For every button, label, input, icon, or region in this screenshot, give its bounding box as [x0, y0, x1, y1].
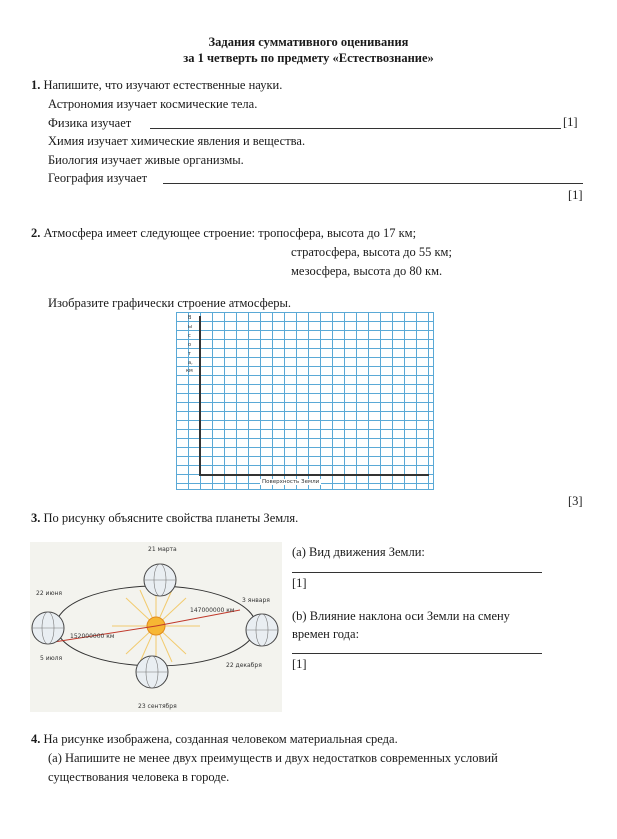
label-july: 5 июля	[40, 655, 63, 662]
task1-physics-label: Физика изучает	[48, 116, 132, 130]
atmosphere-graph-grid[interactable]	[176, 312, 434, 490]
y-axis-letter: т	[188, 351, 191, 357]
task4-qa-line1: (a) Напишите не менее двух преимуществ и двух недостатков современных условий	[48, 751, 498, 765]
task3-qb-line2: времен года:	[292, 627, 360, 641]
title-line-1: Задания суммативного оценивания	[208, 35, 409, 49]
task1-question	[31, 78, 282, 93]
task2-question	[31, 226, 416, 241]
x-axis-label: Поверхность Земли	[262, 479, 320, 485]
task3-prompt: По рисунку объясните свойства планеты Земля.	[43, 511, 299, 525]
earth-orbit-figure	[30, 542, 282, 712]
task1-physics-answer-line[interactable]	[150, 128, 561, 129]
task1-biology: Биология изучает живые организмы.	[48, 153, 244, 167]
task1-geography-label: География изучает	[48, 171, 148, 185]
y-axis-letter: В	[188, 315, 192, 321]
task3-number: 3.	[31, 511, 41, 525]
task4-qa-line2: существования человека в городе.	[48, 770, 230, 784]
task2-stratosphere: стратосфера, высота до 55 км;	[291, 245, 452, 259]
task2-mesosphere: мезосфера, высота до 80 км.	[291, 264, 443, 278]
label-distance-near: 147000000 км	[190, 607, 235, 614]
task3-qb-mark: [1]	[292, 657, 307, 671]
x-axis	[199, 474, 429, 476]
task1-chemistry: Химия изучает химические явления и вещества.	[48, 134, 306, 148]
task3-qa-mark: [1]	[292, 576, 307, 590]
task1-astronomy: Астрономия изучает космические тела.	[48, 97, 258, 111]
y-axis	[199, 316, 201, 474]
task2-instruction: Изобразите графически строение атмосферы.	[48, 296, 292, 310]
label-september: 23 сентября	[138, 703, 177, 710]
task1-number: 1.	[31, 78, 41, 92]
task3-question	[31, 511, 298, 526]
y-axis-letter: ы	[188, 324, 192, 330]
y-axis-letter: о	[188, 342, 192, 348]
task3-qa-answer-line[interactable]	[292, 572, 542, 573]
y-axis-letter: с	[188, 333, 191, 339]
label-distance-far: 152000000 км	[70, 633, 115, 640]
task2-number: 2.	[31, 226, 41, 240]
task1-prompt: Напишите, что изучают естественные науки.	[43, 78, 283, 92]
task4-question	[31, 732, 398, 747]
task1-geography-mark: [1]	[568, 188, 583, 202]
task1-physics-mark: [1]	[563, 115, 578, 129]
task2-prompt: Атмосфера имеет следующее строение: тропосфера, высота до 17 км;	[43, 226, 417, 240]
label-june: 22 июня	[36, 590, 63, 597]
task2-mark: [3]	[568, 494, 583, 508]
y-axis-letter: а,	[188, 360, 193, 366]
task1-geography-answer-line[interactable]	[163, 183, 583, 184]
task3-qb-answer-line[interactable]	[292, 653, 542, 654]
task4-number: 4.	[31, 732, 41, 746]
y-axis-letter: км	[186, 368, 193, 374]
task3-qb-line1: (b) Влияние наклона оси Земли на смену	[292, 609, 510, 623]
task4-prompt: На рисунке изображена, созданная человеком материальная среда.	[43, 732, 398, 746]
label-march: 21 марта	[148, 546, 177, 553]
title-line-2: за 1 четверть по предмету «Естествознание»	[183, 51, 434, 65]
label-december: 22 декабря	[226, 662, 262, 669]
label-january: 3 января	[242, 597, 270, 604]
task3-qa: (a) Вид движения Земли:	[292, 545, 425, 559]
